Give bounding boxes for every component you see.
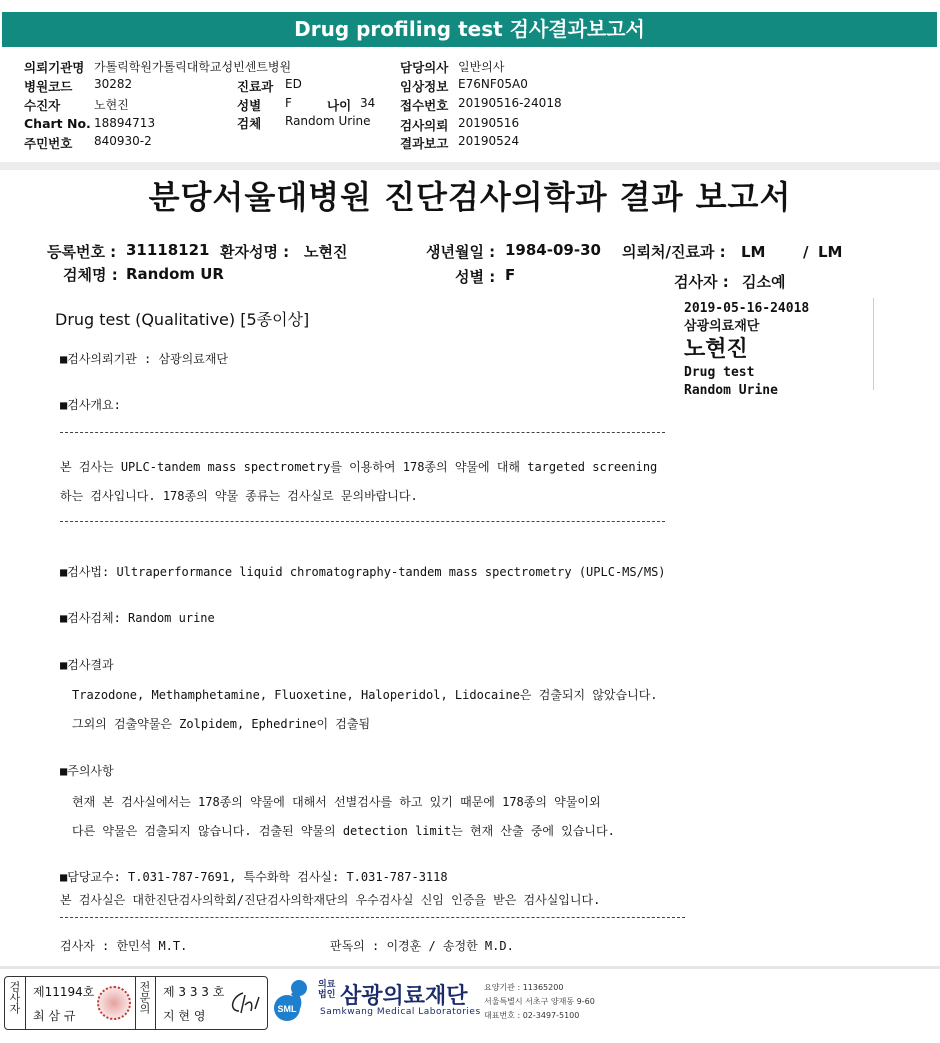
info-value: Random Urine [285, 114, 371, 128]
seal-icon [97, 986, 131, 1020]
section-divider [0, 162, 940, 170]
result-line: 그외의 검출약물은 Zolpidem, Ephedrine이 검출됨 [72, 717, 371, 731]
brand-name: 삼광의료재단 [340, 984, 468, 1009]
stamp-line: Random Urine [684, 383, 778, 398]
corp-label: 의료법인 [318, 980, 336, 1000]
brand-english: Samkwang Medical Laboratories [320, 1007, 481, 1017]
report-header: Drug profiling test 검사결과보고서 [2, 12, 937, 47]
caution-heading: ■주의사항 [60, 764, 114, 778]
info-value: E76NF05A0 [458, 77, 528, 91]
info-key: 접수번호 [400, 98, 449, 113]
address: 서울특별시 서초구 양재동 9-60 [484, 997, 595, 1006]
sml-logo-icon [273, 978, 315, 1024]
dashed-rule [60, 521, 665, 522]
info-value: 840930-2 [94, 134, 152, 148]
phone: 대표번호 : 02-3497-5100 [484, 1011, 580, 1020]
info-value: ED [285, 77, 302, 91]
tester-line: 검사자 : 한민석 M.T. [60, 939, 188, 953]
info-key: 결과보고 [400, 136, 449, 151]
info-value: 20190516-24018 [458, 96, 562, 110]
reg-label: 등록번호 : [47, 243, 117, 261]
info-value: F [285, 96, 292, 110]
report-title: 분당서울대병원 진단검사의학과 결과 보고서 [148, 178, 792, 216]
info-key: 성별 [237, 98, 262, 113]
specimen-line: ■검사검체: Random urine [60, 611, 215, 625]
reg-value: 31118121 [126, 241, 210, 259]
dob-label: 생년월일 : [426, 243, 496, 261]
info-value: 20190524 [458, 134, 520, 148]
patient-label: 환자성명 : [220, 243, 290, 261]
method-line: ■검사법: Ultraperformance liquid chromatography-tandem mass spectrometry (UPLC-MS/MS) [60, 565, 666, 579]
divider [155, 977, 156, 1029]
sig-role: 전문의 [138, 981, 151, 1014]
dashed-rule [60, 432, 665, 433]
test-name: Drug test (Qualitative) [5종이상] [55, 310, 310, 329]
stamp-name: 노현진 [684, 337, 748, 362]
info-value: 34 [360, 96, 376, 110]
info-key: 담당의사 [400, 60, 449, 75]
info-value: 노현진 [94, 98, 129, 112]
signature-box [4, 976, 268, 1030]
info-key: 병원코드 [24, 79, 73, 94]
sig-name: 최 삼 규 [33, 1009, 76, 1023]
divider [25, 977, 26, 1029]
dept-separator: / [803, 243, 809, 261]
stamp-line: 삼광의료재단 [684, 319, 760, 334]
patient-value: 노현진 [304, 243, 348, 261]
info-key: 주민번호 [24, 136, 73, 151]
specimen-label: 검체명 : [63, 266, 118, 284]
info-key: 검체 [237, 116, 262, 131]
info-value: 18894713 [94, 116, 156, 130]
info-value: 20190516 [458, 116, 520, 130]
result-heading: ■검사결과 [60, 658, 114, 672]
specimen-label-stamp [684, 300, 809, 400]
cert-line: 본 검사실은 대한진단검사의학회/진단검사의학재단의 우수검사실 신임 인증을 받은 검사실입니다. [60, 893, 601, 907]
sex-label: 성별 : [455, 268, 496, 286]
info-value: 30282 [94, 77, 133, 91]
specimen-value: Random UR [126, 265, 224, 283]
lab-line: ■검사의뢰기관 : 삼광의료재단 [60, 352, 229, 366]
contact-line: ■담당교수: T.031-787-7691, 특수화학 검사실: T.031-787-3118 [60, 870, 448, 884]
stamp-line: 2019-05-16-24018 [684, 301, 810, 316]
info-value: 가톨릭학원가톨릭대학교성빈센트병원 [94, 60, 292, 74]
institution-code: 요양기관 : 11365200 [484, 983, 564, 992]
tester-value: 김소예 [742, 273, 786, 291]
dashed-rule [60, 917, 685, 918]
info-key: 나이 [327, 98, 352, 113]
reader-line: 판독의 : 이경훈 / 송정한 M.D. [330, 939, 514, 953]
sig-role: 검사자 [8, 981, 21, 1014]
info-panel [0, 50, 940, 164]
dept-value: LM [741, 243, 766, 261]
logo-text: SML [277, 1004, 297, 1014]
stamp-line: Drug test [684, 365, 755, 380]
dept-value: LM [818, 243, 843, 261]
caution-line: 현재 본 검사실에서는 178종의 약물에 대해서 선별검사를 하고 있기 때문에 178종의 약물이외 [72, 795, 601, 809]
tester-label: 검사자 : [674, 273, 729, 291]
divider [135, 977, 136, 1029]
info-key: 임상정보 [400, 79, 449, 94]
dept-label: 의뢰처/진료과 : [622, 243, 726, 261]
sig-license: 제 3 3 3 호 [163, 985, 225, 999]
caution-line: 다른 약물은 검출되지 않습니다. 검출된 약물의 detection limit는 현재 산출 중에 있습니다. [72, 824, 615, 838]
sig-name: 지 현 영 [163, 1009, 206, 1023]
overview-line: 본 검사는 UPLC-tandem mass spectrometry를 이용하여 178종의 약물에 대해 targeted screening [60, 460, 658, 474]
signature-icon [225, 989, 261, 1017]
result-line: Trazodone, Methamphetamine, Fluoxetine, Haloperidol, Lidocaine은 검출되지 않았습니다. [72, 688, 658, 702]
sex-value: F [505, 266, 516, 284]
sig-license: 제11194호 [33, 985, 95, 999]
stamp-divider [873, 298, 874, 390]
info-key: Chart No. [24, 116, 91, 131]
info-key: 의뢰기관명 [24, 60, 85, 75]
info-key: 수진자 [24, 98, 61, 113]
info-key: 검사의뢰 [400, 118, 449, 133]
info-value: 일반의사 [458, 60, 505, 74]
dob-value: 1984-09-30 [505, 241, 601, 259]
overview-heading: ■검사개요: [60, 398, 121, 412]
overview-line: 하는 검사입니다. 178종의 약물 종류는 검사실로 문의바랍니다. [60, 489, 418, 503]
info-key: 진료과 [237, 79, 274, 94]
